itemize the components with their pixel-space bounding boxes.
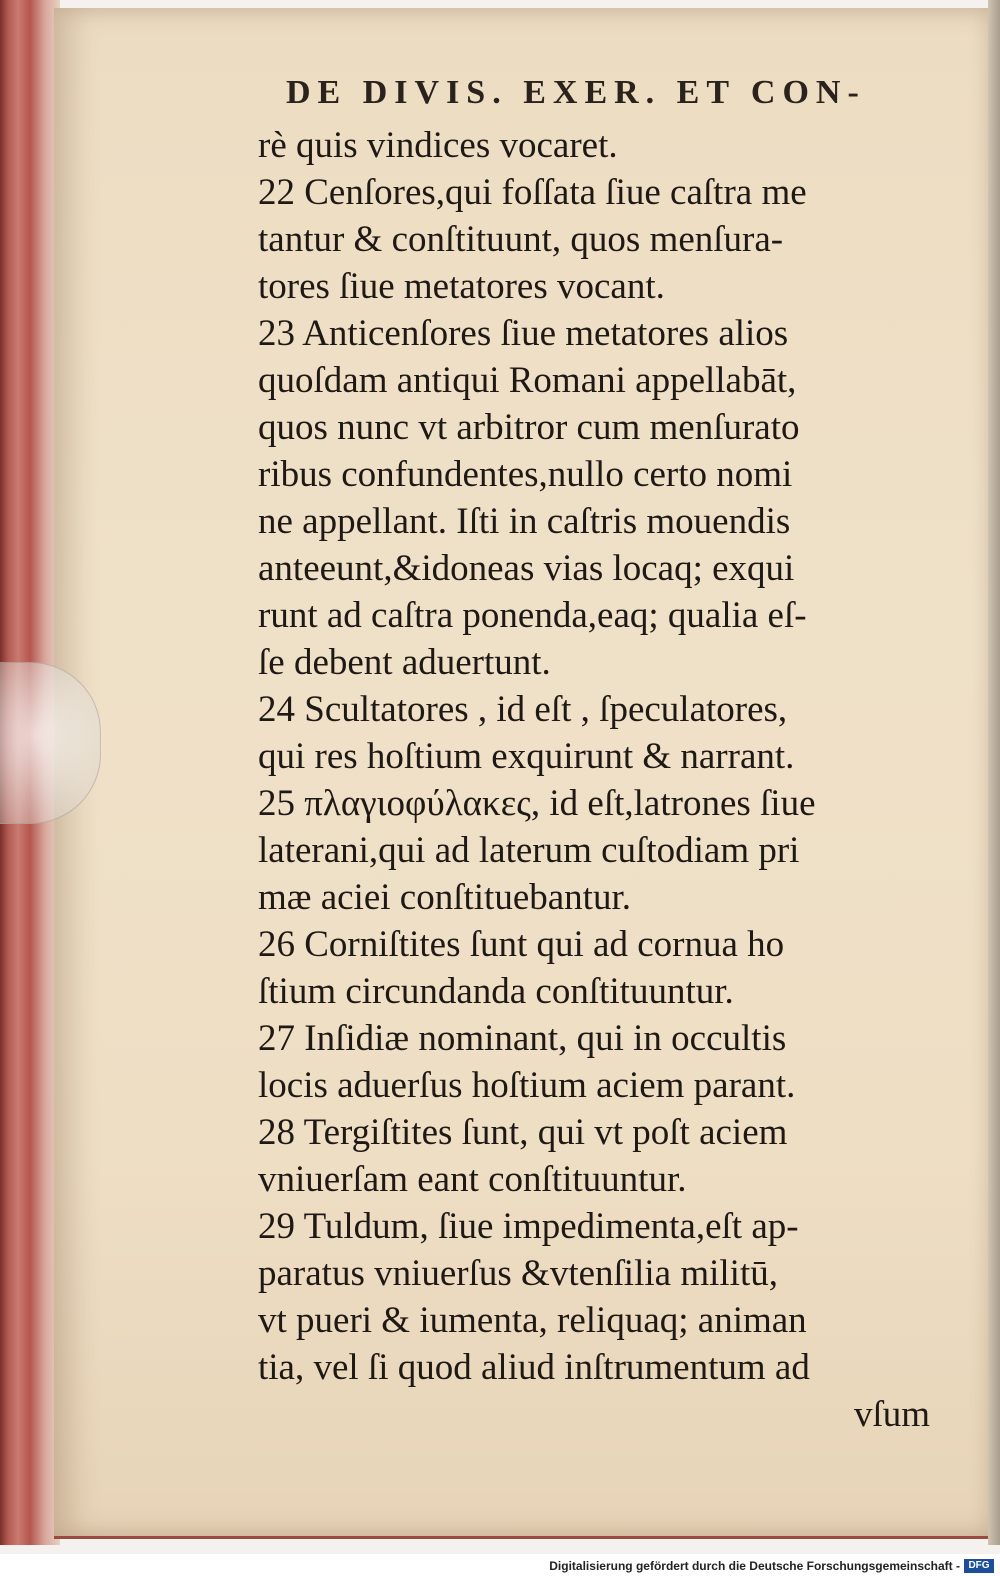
page-right-edge <box>988 0 1000 1545</box>
text-line: runt ad caſtra ponenda,eaq; qualia eſ- <box>258 595 807 636</box>
funding-notice: Digitalisierung gefördert durch die Deutsche Forschungsgemeinschaft - <box>549 1559 960 1573</box>
text-line: quoſdam antiqui Romani appellabāt, <box>258 360 797 401</box>
text-line: mæ aciei conſtituebantur. <box>258 877 631 918</box>
text-line: 29 Tuldum, ſiue impedimenta,eſt ap- <box>258 1206 799 1247</box>
text-line: 25 πλαγιοφύλακες, id eſt,latrones ſiue <box>258 783 816 824</box>
text-line: ne appellant. Iſti in caſtris mouendis <box>258 501 791 542</box>
catchword: vſum <box>853 1394 930 1435</box>
text-line: ſe debent aduertunt. <box>258 642 551 683</box>
text-line: paratus vniuerſus &vtenſilia militū, <box>258 1253 778 1294</box>
text-line: 24 Scultatores , id eſt , ſpeculatores, <box>258 689 788 730</box>
text-line: ſtium circundanda conſtituuntur. <box>258 971 734 1012</box>
text-line: tores ſiue metatores vocant. <box>258 266 665 307</box>
text-line: vt pueri & iumenta, reliquaq; animan <box>258 1300 807 1341</box>
running-head: DE DIVIS. EXER. ET CON- <box>286 74 866 111</box>
text-line: 28 Tergiſtites ſunt, qui vt poſt aciem <box>258 1112 788 1153</box>
text-line: locis aduerſus hoſtium aciem parant. <box>258 1065 796 1106</box>
text-line: ribus confundentes,nullo certo nomi <box>258 454 793 495</box>
text-line: tantur & conſtituunt, quos menſura- <box>258 219 784 260</box>
text-line: 26 Corniſtites ſunt qui ad cornua ho <box>258 924 785 965</box>
dfg-logo: DFG <box>964 1559 994 1573</box>
text-line: quos nunc vt arbitror cum menſurato <box>258 407 800 448</box>
text-line: anteeunt,&idoneas vias locaq; exqui <box>258 548 795 589</box>
text-line: laterani,qui ad laterum cuſtodiam pri <box>258 830 800 871</box>
text-line: 22 Cenſores,qui foſſata ſiue caſtra me <box>258 172 807 213</box>
text-line: vniuerſam eant conſtituuntur. <box>258 1159 687 1200</box>
footer-bar <box>0 1554 1000 1576</box>
text-line: 23 Anticenſores ſiue metatores alios <box>258 313 789 354</box>
text-line: 27 Inſidiæ nominant, qui in occultis <box>258 1018 787 1059</box>
text-line: rè quis vindices vocaret. <box>258 125 618 166</box>
text-line: tia, vel ſi quod aliud inſtrumentum ad <box>258 1347 810 1388</box>
body-text <box>258 122 930 1438</box>
text-line: qui res hoſtium exquirunt & narrant. <box>258 736 795 777</box>
